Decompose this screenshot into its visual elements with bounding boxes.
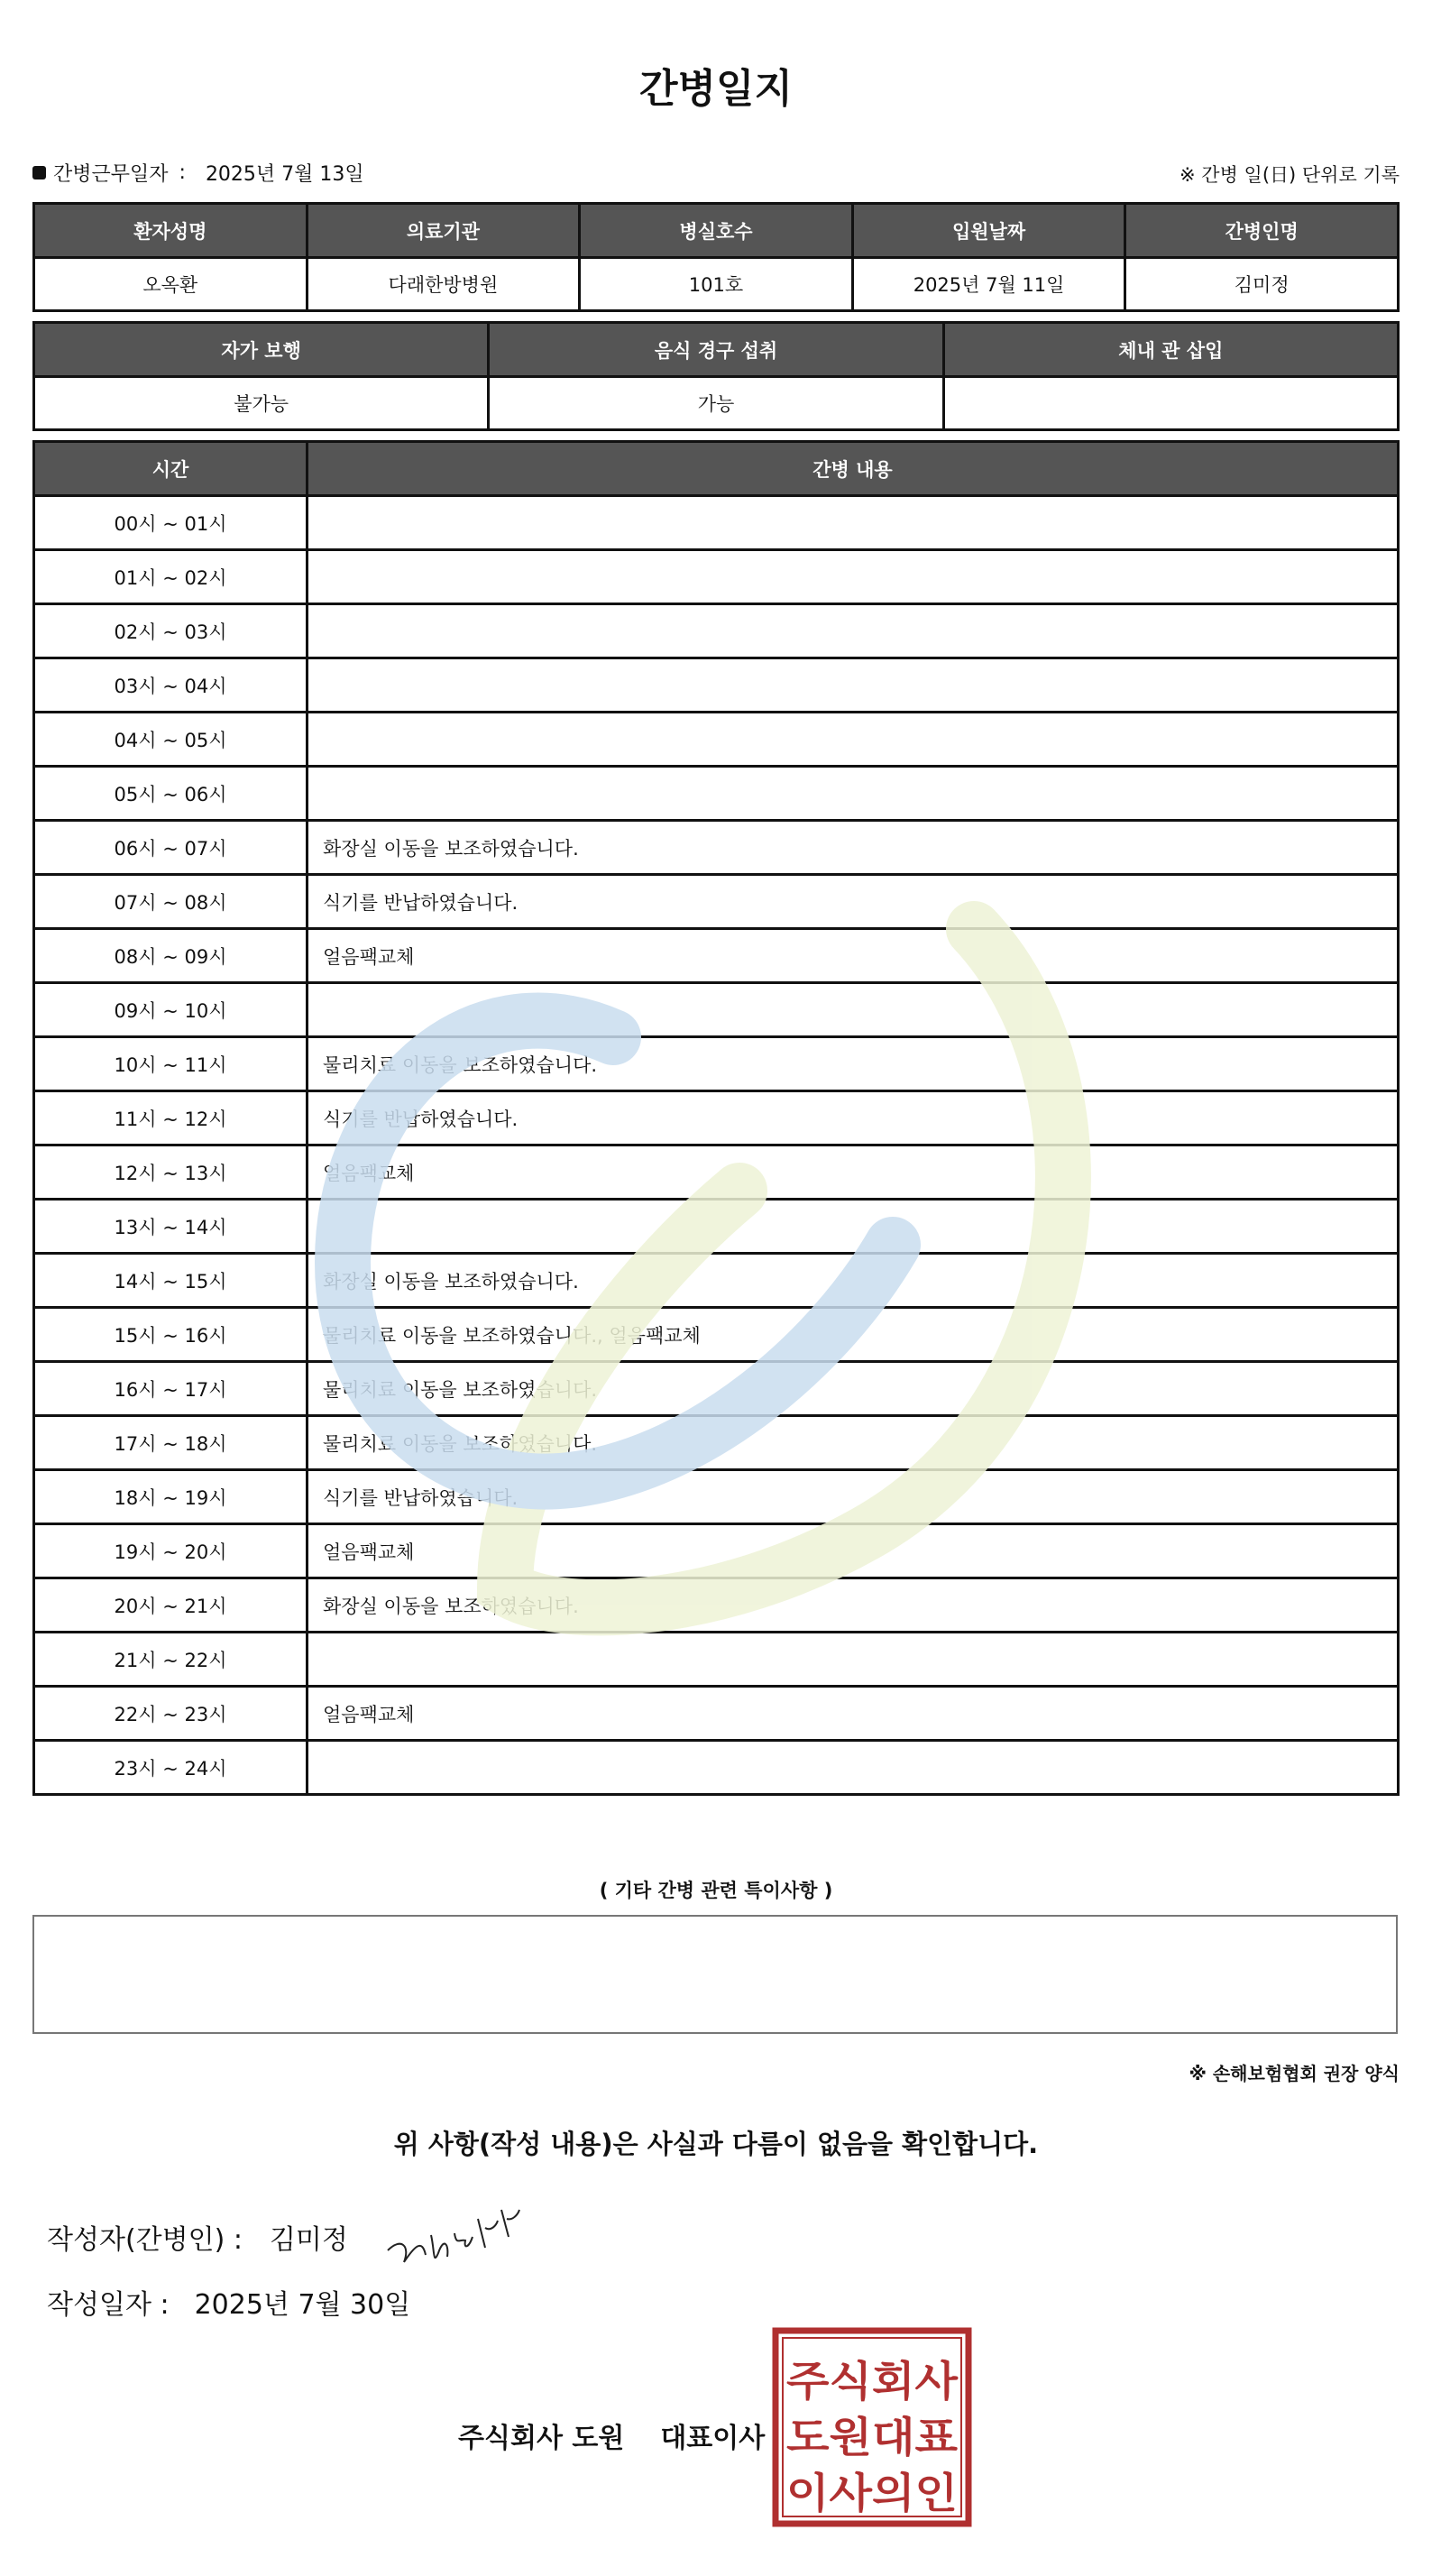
bullet-square-icon [32, 166, 46, 179]
care-log-row [34, 929, 1399, 983]
log-content [308, 1741, 1399, 1795]
header-care-content: 간병 내용 [308, 442, 1399, 496]
log-time: 16시 ~ 17시 [34, 1362, 308, 1416]
log-content: 식기를 반납하였습니다. [308, 875, 1399, 929]
room-number: 101호 [580, 258, 853, 311]
svg-text:이사의인: 이사의인 [786, 2469, 958, 2517]
log-content: 물리치료 이동을 보조하였습니다., 얼음팩교체 [308, 1308, 1399, 1362]
self-walking-value: 불가능 [34, 377, 489, 430]
svg-text:도원대표: 도원대표 [786, 2413, 959, 2461]
care-log-row [34, 1308, 1399, 1362]
log-content: 얼음팩교체 [308, 929, 1399, 983]
log-time: 07시 ~ 08시 [34, 875, 308, 929]
tube-insertion-value [943, 377, 1398, 430]
log-content [308, 983, 1399, 1037]
log-content: 얼음팩교체 [308, 1687, 1399, 1741]
header-self-walking: 자가 보행 [34, 323, 489, 377]
care-log-row [34, 1037, 1399, 1091]
log-time: 21시 ~ 22시 [34, 1633, 308, 1687]
care-log-row [34, 604, 1399, 658]
log-time: 22시 ~ 23시 [34, 1687, 308, 1741]
care-log-row [34, 1633, 1399, 1687]
written-date-value: 2025년 7월 30일 [194, 2289, 411, 2321]
log-content [308, 1633, 1399, 1687]
work-date-colon: : [179, 161, 186, 184]
log-time: 19시 ~ 20시 [34, 1524, 308, 1578]
log-time: 04시 ~ 05시 [34, 713, 308, 767]
care-log-row [34, 1741, 1399, 1795]
record-unit-note: ※ 간병 일(日) 단위로 기록 [1180, 164, 1400, 186]
document-title: 간병일지 [638, 66, 793, 112]
caregiver-name: 김미정 [1125, 258, 1399, 311]
care-log-row [34, 1578, 1399, 1633]
log-content [308, 496, 1399, 550]
written-date-label: 작성일자 : [47, 2289, 170, 2321]
log-content [308, 767, 1399, 821]
log-time: 00시 ~ 01시 [34, 496, 308, 550]
special-notes-box [32, 1915, 1398, 2034]
log-content [308, 550, 1399, 604]
log-content: 화장실 이동을 보조하였습니다. [308, 821, 1399, 875]
writer-label: 작성자(간병인) : [47, 2224, 243, 2256]
log-time: 13시 ~ 14시 [34, 1200, 308, 1254]
care-log-row [34, 1524, 1399, 1578]
care-log-row [34, 875, 1399, 929]
log-content: 물리치료 이동을 보조하였습니다. [308, 1416, 1399, 1470]
log-time: 20시 ~ 21시 [34, 1578, 308, 1633]
care-log-row [34, 1254, 1399, 1308]
svg-text:주식회사: 주식회사 [786, 2357, 959, 2406]
company-seal-stamp [772, 2327, 972, 2527]
care-log-row [34, 1091, 1399, 1145]
care-log-row [34, 1145, 1399, 1200]
association-form-note: ※ 손해보험협회 권장 양식 [1189, 2063, 1400, 2084]
log-content: 화장실 이동을 보조하였습니다. [308, 1578, 1399, 1633]
log-content: 식기를 반납하였습니다. [308, 1470, 1399, 1524]
confirmation-statement: 위 사항(작성 내용)은 사실과 다름이 없음을 확인합니다. [393, 2129, 1039, 2159]
care-log-row [34, 821, 1399, 875]
log-content: 물리치료 이동을 보조하였습니다. [308, 1037, 1399, 1091]
log-time: 14시 ~ 15시 [34, 1254, 308, 1308]
log-time: 09시 ~ 10시 [34, 983, 308, 1037]
log-time: 06시 ~ 07시 [34, 821, 308, 875]
header-caregiver: 간병인명 [1125, 204, 1399, 258]
log-time: 15시 ~ 16시 [34, 1308, 308, 1362]
patient-info-table [32, 202, 1400, 312]
log-content [308, 713, 1399, 767]
writer-name: 김미정 [269, 2224, 348, 2256]
work-date [32, 159, 364, 187]
log-content: 물리치료 이동을 보조하였습니다. [308, 1362, 1399, 1416]
care-log-row [34, 1470, 1399, 1524]
work-date-value: 2025년 7월 13일 [205, 163, 364, 186]
special-notes-title: ( 기타 간병 관련 특이사항 ) [599, 1880, 833, 1901]
work-date-label: 간병근무일자 [53, 163, 169, 186]
care-log-row [34, 713, 1399, 767]
log-time: 18시 ~ 19시 [34, 1470, 308, 1524]
log-time: 23시 ~ 24시 [34, 1741, 308, 1795]
log-time: 02시 ~ 03시 [34, 604, 308, 658]
header-tube-insertion: 체내 관 삽입 [943, 323, 1398, 377]
log-time: 10시 ~ 11시 [34, 1037, 308, 1091]
writer-line [47, 2217, 348, 2257]
log-content: 얼음팩교체 [308, 1524, 1399, 1578]
care-log-row [34, 1362, 1399, 1416]
log-time: 12시 ~ 13시 [34, 1145, 308, 1200]
log-content [308, 604, 1399, 658]
hospital-name: 다래한방병원 [307, 258, 580, 311]
care-log-row [34, 767, 1399, 821]
care-log-table [32, 440, 1400, 1796]
log-time: 05시 ~ 06시 [34, 767, 308, 821]
log-content [308, 658, 1399, 713]
header-hospital: 의료기관 [307, 204, 580, 258]
representative-title: 대표이사 [660, 2423, 766, 2454]
care-log-row [34, 1200, 1399, 1254]
care-log-row [34, 496, 1399, 550]
care-log-row [34, 658, 1399, 713]
log-content [308, 1200, 1399, 1254]
header-admission-date: 입원날짜 [852, 204, 1125, 258]
written-date-line [47, 2282, 410, 2322]
company-line [458, 2415, 765, 2455]
log-content: 화장실 이동을 보조하였습니다. [308, 1254, 1399, 1308]
log-content: 얼음팩교체 [308, 1145, 1399, 1200]
log-content: 식기를 반납하였습니다. [308, 1091, 1399, 1145]
log-time: 01시 ~ 02시 [34, 550, 308, 604]
header-time: 시간 [34, 442, 308, 496]
header-patient-name: 환자성명 [34, 204, 308, 258]
handwritten-signature [379, 2183, 541, 2282]
log-time: 08시 ~ 09시 [34, 929, 308, 983]
care-log-row [34, 1687, 1399, 1741]
log-time: 17시 ~ 18시 [34, 1416, 308, 1470]
log-time: 11시 ~ 12시 [34, 1091, 308, 1145]
care-log-row [34, 983, 1399, 1037]
care-log-row [34, 550, 1399, 604]
company-name: 주식회사 도원 [458, 2423, 625, 2454]
care-log-row [34, 1416, 1399, 1470]
patient-name: 오옥환 [34, 258, 308, 311]
header-room: 병실호수 [580, 204, 853, 258]
log-time: 03시 ~ 04시 [34, 658, 308, 713]
patient-status-table [32, 321, 1400, 431]
admission-date: 2025년 7월 11일 [852, 258, 1125, 311]
oral-intake-value: 가능 [489, 377, 943, 430]
header-oral-intake: 음식 경구 섭취 [489, 323, 943, 377]
